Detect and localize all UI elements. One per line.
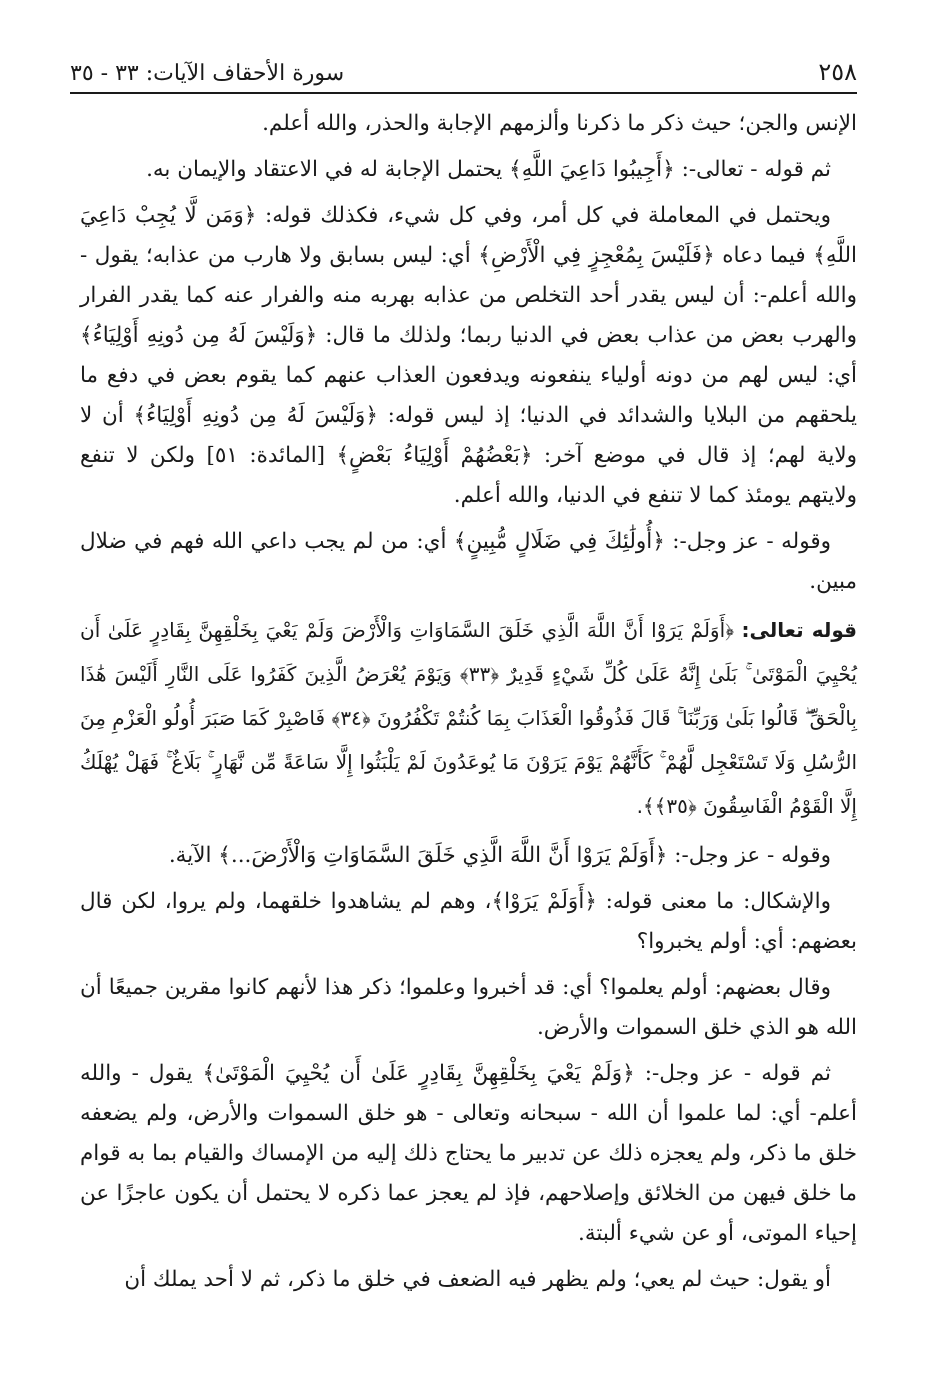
paragraph: ويحتمل في المعاملة في كل أمر، وفي كل شيء، فكذلك قوله: ﴿وَمَن لَّا يُجِبْ دَاعِيَ اللَّهِ﴾ فيما دعاه ﴿فَلَيْسَ بِمُعْجِزٍ فِي الْأَرْضِ﴾ أي: ليس بسابق ولا هارب من عذابه؛ يقول - والله أعلم-: أن ليس يقدر أحد التخلص من عذابه بهربه منه والفرار عنه كما يقدر الفرار والهرب بعض من عذاب بعض في الدنيا ربما؛ ولذلك ما قال: ﴿وَلَيْسَ لَهُ مِن دُونِهِ أَوْلِيَاءُ﴾ أي: ليس لهم من دونه أولياء ينفعونه ويدفعون العذاب عنهم كما يقوم بعض في دفع ما يلحقهم من البلايا والشدائد في الدنيا؛ إذ ليس قوله: ﴿وَلَيْسَ لَهُ مِن دُونِهِ أَوْلِيَاءُ﴾ أن لا ولاية لهم؛ إذ قال في موضع آخر: ﴿بَعْضُهُمْ أَوْلِيَاءُ بَعْضٍ﴾ [المائدة: ٥١] ولكن لا تنفع ولايتهم يومئذ كما لا تنفع في الدنيا، والله أعلم. (80, 203, 857, 508)
paragraph: وقوله - عز وجل-: ﴿أَوَلَمْ يَرَوْا أَنَّ اللَّهَ الَّذِي خَلَقَ السَّمَاوَاتِ وَالْأَرْضَ...﴾ الآية. (168, 843, 831, 868)
page-number: ٢٥٨ (818, 58, 857, 86)
running-title: سورة الأحقاف الآيات: ٣٣ - ٣٥ (70, 61, 345, 86)
paragraph: ثم قوله - تعالى-: ﴿أَجِيبُوا دَاعِيَ اللَّهِ﴾ يحتمل الإجابة له في الاعتقاد والإيمان به. (146, 157, 831, 182)
paragraph: ثم قوله - عز وجل-: ﴿وَلَمْ يَعْيَ بِخَلْقِهِنَّ بِقَادِرٍ عَلَىٰ أَن يُحْيِيَ الْمَوْتَىٰ﴾ يقول - والله أعلم- أي: لما علموا أن الله - سبحانه وتعالى - هو خلق السموات والأرض، ولم يضعفه خلق ما ذكر، ولم يعجزه ذلك عن تدبير ما يحتاج ذلك إليه من الإمساك والقيام بما به قوام ما خلق فيهن من الخلائق وإصلاحهم، فإذ لم يعجز عما ذكره لا يحتمل أن يكون عاجزًا عن إحياء الموتى، أو عن شيء ألبتة. (80, 1061, 857, 1246)
quran-verse-block (80, 608, 857, 828)
verse-lead: قوله تعالى: (741, 618, 858, 642)
header-rule (70, 92, 857, 94)
paragraph: وقوله - عز وجل-: ﴿أُولَٰئِكَ فِي ضَلَالٍ مُّبِينٍ﴾ أي: من لم يجب داعي الله فهم في ضلال مبين. (80, 529, 857, 594)
page-header (70, 46, 857, 86)
paragraph: والإشكال: ما معنى قوله: ﴿أَوَلَمْ يَرَوْا﴾، وهم لم يشاهدوا خلقهما، ولم يروا، لكن قال بعضهم: أي: أولم يخبروا؟ (80, 889, 857, 954)
paragraph: أو يقول: حيث لم يعي؛ ولم يظهر فيه الضعف في خلق ما ذكر، ثم لا أحد يملك أن (124, 1267, 831, 1292)
verse-text: ﴿أَوَلَمْ يَرَوْا أَنَّ اللَّهَ الَّذِي خَلَقَ السَّمَاوَاتِ وَالْأَرْضَ وَلَمْ يَعْيَ بِخَلْقِهِنَّ بِقَادِرٍ عَلَىٰ أَن يُحْيِيَ الْمَوْتَىٰ ۚ بَلَىٰ إِنَّهُ عَلَىٰ كُلِّ شَيْءٍ قَدِيرٌ ﴿٣٣﴾ وَيَوْمَ يُعْرَضُ الَّذِينَ كَفَرُوا عَلَى النَّارِ أَلَيْسَ هَٰذَا بِالْحَقِّ ۖ قَالُوا بَلَىٰ وَرَبِّنَا ۚ قَالَ فَذُوقُوا الْعَذَابَ بِمَا كُنتُمْ تَكْفُرُونَ ﴿٣٤﴾ فَاصْبِرْ كَمَا صَبَرَ أُولُو الْعَزْمِ مِنَ الرُّسُلِ وَلَا تَسْتَعْجِل لَّهُمْ ۚ كَأَنَّهُمْ يَوْمَ يَرَوْنَ مَا يُوعَدُونَ لَمْ يَلْبَثُوا إِلَّا سَاعَةً مِّن نَّهَارٍ ۚ بَلَاغٌ ۚ فَهَلْ يُهْلَكُ إِلَّا الْقَوْمُ الْفَاسِقُونَ ﴿٣٥﴾﴾. (80, 618, 857, 818)
page-body (80, 104, 857, 1306)
paragraph: وقال بعضهم: أولم يعلموا؟ أي: قد أخبروا وعلموا؛ ذكر هذا لأنهم كانوا مقرين جميعًا أن الله هو الذي خلق السموات والأرض. (80, 975, 857, 1040)
paragraph: الإنس والجن؛ حيث ذكر ما ذكرنا وألزمهم الإجابة والحذر، والله أعلم. (262, 111, 857, 136)
